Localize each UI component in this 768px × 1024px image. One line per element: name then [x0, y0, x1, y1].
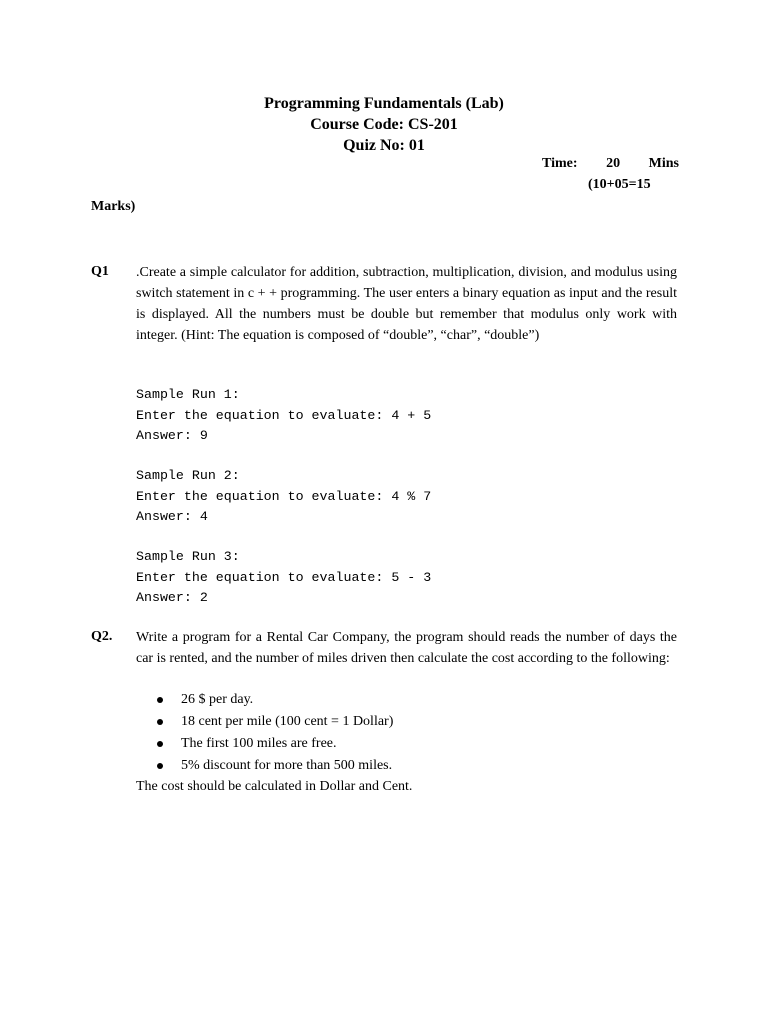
q2-text: Write a program for a Rental Car Company, the program should reads the number of days the car is rented, and the number of miles driven then calculate the cost according to the following:	[136, 630, 677, 666]
bullet-icon	[157, 697, 163, 703]
q1-label: Q1	[91, 264, 109, 279]
list-item	[157, 711, 393, 733]
sample-run-prompt: Enter the equation to evaluate: 4 % 7	[136, 488, 432, 504]
q2-label: Q2.	[91, 629, 113, 644]
sample-run-title: Sample Run 1:	[136, 387, 240, 402]
sample-run-3	[136, 547, 431, 609]
q2-bullet-list	[157, 689, 393, 777]
bullet-icon	[157, 763, 163, 769]
time-line	[542, 156, 679, 172]
sample-run-2	[136, 466, 431, 528]
list-item-text: The first 100 miles are free.	[181, 736, 337, 751]
sample-run-answer: Answer: 2	[136, 590, 208, 605]
time-label: Time:	[542, 156, 578, 171]
sample-run-answer: Answer: 9	[136, 428, 208, 443]
time-unit: Mins	[648, 156, 679, 171]
list-item-text: 18 cent per mile (100 cent = 1 Dollar)	[181, 714, 394, 729]
q2-closing: The cost should be calculated in Dollar and Cent.	[136, 779, 413, 794]
sample-run-1	[136, 385, 431, 447]
sample-run-title: Sample Run 2:	[136, 468, 240, 483]
list-item-text: 26 $ per day.	[181, 692, 254, 707]
document-header	[0, 93, 768, 156]
time-value: 20	[606, 156, 621, 171]
course-code: Course Code: CS-201	[310, 116, 458, 133]
sample-run-title: Sample Run 3:	[136, 549, 240, 564]
list-item-text: 5% discount for more than 500 miles.	[181, 758, 393, 773]
bullet-icon	[157, 719, 163, 725]
document-title: Programming Fundamentals (Lab)	[264, 95, 504, 112]
quiz-number: Quiz No: 01	[343, 137, 425, 154]
sample-run-prompt: Enter the equation to evaluate: 4 + 5	[136, 407, 432, 423]
bullet-icon	[157, 741, 163, 747]
sample-run-prompt: Enter the equation to evaluate: 5 - 3	[136, 569, 432, 585]
q1-text: .Create a simple calculator for addition, subtraction, multiplication, division, and modulus using switch statement in c + + programming. The user enters a binary equation as input and the result is displayed. All the numbers must be double but remember that modulus only work with integer. (Hint: The equation is composed of “double”, “char”, “double”)	[136, 265, 677, 343]
marks-breakdown: (10+05=15	[588, 177, 651, 192]
list-item	[157, 755, 393, 777]
marks-word: Marks)	[91, 199, 136, 214]
sample-run-answer: Answer: 4	[136, 509, 208, 524]
list-item	[157, 733, 393, 755]
list-item	[157, 689, 393, 711]
